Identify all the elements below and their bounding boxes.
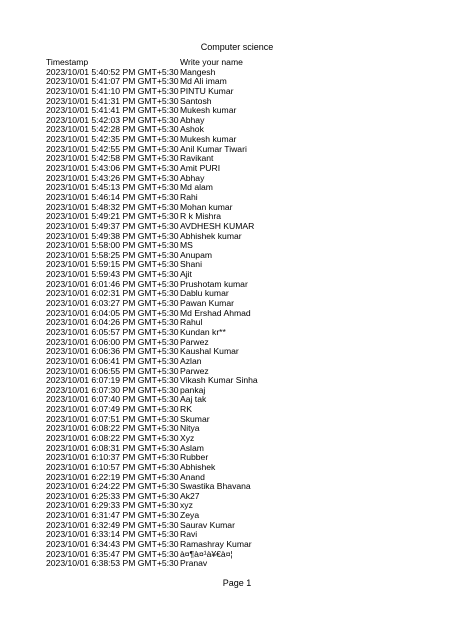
timestamp-cell: 2023/10/01 5:49:37 PM GMT+5:30 <box>46 221 179 231</box>
name-cell: Anil Kumar Tiwari <box>180 144 247 154</box>
name-cell: R k Mishra <box>180 212 222 222</box>
table-row <box>46 328 446 338</box>
table-row <box>46 395 446 405</box>
timestamp-cell: 2023/10/01 5:42:58 PM GMT+5:30 <box>46 154 179 164</box>
table-row <box>46 347 446 357</box>
table-row <box>46 521 446 531</box>
timestamp-cell: 2023/10/01 5:41:41 PM GMT+5:30 <box>46 106 179 116</box>
name-cell: Abhay <box>180 115 205 125</box>
table-row <box>46 540 446 550</box>
name-cell: Ravikant <box>180 154 214 164</box>
table-row <box>46 106 446 116</box>
table-body <box>46 68 446 569</box>
timestamp-cell: 2023/10/01 6:24:22 PM GMT+5:30 <box>46 482 179 492</box>
name-cell: Ashok <box>180 125 204 135</box>
name-cell: Prushotam kumar <box>180 279 248 289</box>
timestamp-cell: 2023/10/01 6:07:49 PM GMT+5:30 <box>46 405 179 415</box>
timestamp-cell: 2023/10/01 5:58:00 PM GMT+5:30 <box>46 241 179 251</box>
table-row <box>46 473 446 483</box>
table-row <box>46 135 446 145</box>
table-row <box>46 116 446 126</box>
timestamp-cell: 2023/10/01 6:07:51 PM GMT+5:30 <box>46 414 179 424</box>
table-row <box>46 444 446 454</box>
timestamp-cell: 2023/10/01 6:03:27 PM GMT+5:30 <box>46 299 179 309</box>
name-cell: Rubber <box>180 453 209 463</box>
table-row <box>46 97 446 107</box>
timestamp-cell: 2023/10/01 6:22:19 PM GMT+5:30 <box>46 472 179 482</box>
timestamp-cell: 2023/10/01 6:07:19 PM GMT+5:30 <box>46 376 179 386</box>
name-cell: Pranav <box>180 559 208 569</box>
name-cell: AVDHESH KUMAR <box>180 221 255 231</box>
table-row <box>46 289 446 299</box>
timestamp-cell: 2023/10/01 6:08:22 PM GMT+5:30 <box>46 424 179 434</box>
name-cell: Saurav Kumar <box>180 520 235 530</box>
table-row <box>46 501 446 511</box>
table-row <box>46 415 446 425</box>
table-row <box>46 241 446 251</box>
name-cell: Mohan kumar <box>180 202 233 212</box>
timestamp-cell: 2023/10/01 6:05:57 PM GMT+5:30 <box>46 327 179 337</box>
name-cell: Nitya <box>180 424 200 434</box>
table-row <box>46 183 446 193</box>
name-cell: Mukesh kumar <box>180 135 237 145</box>
name-cell: Ak27 <box>180 491 200 501</box>
name-cell: RK <box>180 405 192 415</box>
table-row <box>46 260 446 270</box>
timestamp-cell: 2023/10/01 6:02:31 PM GMT+5:30 <box>46 289 179 299</box>
name-cell: Rahi <box>180 192 198 202</box>
timestamp-cell: 2023/10/01 6:01:46 PM GMT+5:30 <box>46 279 179 289</box>
timestamp-cell: 2023/10/01 6:08:31 PM GMT+5:30 <box>46 443 179 453</box>
name-cell: Aaj tak <box>180 395 207 405</box>
timestamp-cell: 2023/10/01 5:41:31 PM GMT+5:30 <box>46 96 179 106</box>
name-cell: Ramashray Kumar <box>180 540 252 550</box>
column-header-name: Write your name <box>180 58 243 67</box>
timestamp-cell: 2023/10/01 5:59:15 PM GMT+5:30 <box>46 260 179 270</box>
name-cell: Rahul <box>180 318 203 328</box>
name-cell: Anand <box>180 472 205 482</box>
table-row <box>46 232 446 242</box>
timestamp-cell: 2023/10/01 6:33:14 PM GMT+5:30 <box>46 530 179 540</box>
table-row <box>46 367 446 377</box>
timestamp-cell: 2023/10/01 6:06:36 PM GMT+5:30 <box>46 347 179 357</box>
table-row <box>46 222 446 232</box>
name-cell: MS <box>180 241 193 251</box>
table-row <box>46 492 446 502</box>
timestamp-cell: 2023/10/01 6:10:37 PM GMT+5:30 <box>46 453 179 463</box>
name-cell: à¤¶à¤¹à¥€à¤¦ <box>180 549 233 559</box>
table-row <box>46 309 446 319</box>
timestamp-cell: 2023/10/01 6:31:47 PM GMT+5:30 <box>46 511 179 521</box>
name-cell: xyz <box>180 501 193 511</box>
column-header-timestamp: Timestamp <box>46 58 89 67</box>
timestamp-cell: 2023/10/01 6:25:33 PM GMT+5:30 <box>46 491 179 501</box>
table-row <box>46 550 446 560</box>
name-cell: Zeya <box>180 511 200 521</box>
timestamp-cell: 2023/10/01 5:58:25 PM GMT+5:30 <box>46 250 179 260</box>
timestamp-cell: 2023/10/01 5:41:10 PM GMT+5:30 <box>46 86 179 96</box>
timestamp-cell: 2023/10/01 5:43:26 PM GMT+5:30 <box>46 173 179 183</box>
name-cell: Parwez <box>180 337 209 347</box>
name-cell: Parwez <box>180 366 209 376</box>
name-cell: Swastika Bhavana <box>180 482 251 492</box>
timestamp-cell: 2023/10/01 6:38:53 PM GMT+5:30 <box>46 559 179 569</box>
table-row <box>46 530 446 540</box>
timestamp-cell: 2023/10/01 5:46:14 PM GMT+5:30 <box>46 192 179 202</box>
name-cell: Ajit <box>180 270 192 280</box>
table-row <box>46 559 446 569</box>
table-row <box>46 203 446 213</box>
timestamp-cell: 2023/10/01 5:41:07 PM GMT+5:30 <box>46 77 179 87</box>
name-cell: Md Ali imam <box>180 77 227 87</box>
timestamp-cell: 2023/10/01 6:29:33 PM GMT+5:30 <box>46 501 179 511</box>
timestamp-cell: 2023/10/01 5:42:35 PM GMT+5:30 <box>46 135 179 145</box>
name-cell: Amit PURI <box>180 164 221 174</box>
name-cell: Anupam <box>180 250 213 260</box>
table-row <box>46 405 446 415</box>
name-cell: Abhishek kumar <box>180 231 242 241</box>
table-row <box>46 164 446 174</box>
table-row <box>46 463 446 473</box>
table-row <box>46 154 446 164</box>
table-header-row <box>46 58 446 68</box>
table-row <box>46 299 446 309</box>
timestamp-cell: 2023/10/01 5:42:03 PM GMT+5:30 <box>46 115 179 125</box>
timestamp-cell: 2023/10/01 5:49:38 PM GMT+5:30 <box>46 231 179 241</box>
table-row <box>46 482 446 492</box>
table-row <box>46 318 446 328</box>
timestamp-cell: 2023/10/01 5:43:06 PM GMT+5:30 <box>46 164 179 174</box>
table-row <box>46 357 446 367</box>
table-row <box>46 280 446 290</box>
name-cell: Skumar <box>180 414 210 424</box>
table-row <box>46 193 446 203</box>
name-cell: Kaushal Kumar <box>180 347 239 357</box>
timestamp-cell: 2023/10/01 5:45:13 PM GMT+5:30 <box>46 183 179 193</box>
name-cell: pankaj <box>180 385 206 395</box>
page-number: Page 1 <box>222 578 252 588</box>
timestamp-cell: 2023/10/01 6:04:26 PM GMT+5:30 <box>46 318 179 328</box>
table-row <box>46 77 446 87</box>
name-cell: Md alam <box>180 183 213 193</box>
table-row <box>46 434 446 444</box>
responses-table <box>46 58 446 569</box>
name-cell: Dablu kumar <box>180 289 229 299</box>
table-row <box>46 87 446 97</box>
name-cell: Ravi <box>180 530 198 540</box>
timestamp-cell: 2023/10/01 6:07:30 PM GMT+5:30 <box>46 385 179 395</box>
timestamp-cell: 2023/10/01 5:48:32 PM GMT+5:30 <box>46 202 179 212</box>
timestamp-cell: 2023/10/01 5:49:21 PM GMT+5:30 <box>46 212 179 222</box>
name-cell: Mangesh <box>180 67 216 77</box>
table-row <box>46 145 446 155</box>
timestamp-cell: 2023/10/01 5:59:43 PM GMT+5:30 <box>46 270 179 280</box>
name-cell: Abhay <box>180 173 205 183</box>
table-row <box>46 270 446 280</box>
timestamp-cell: 2023/10/01 6:07:40 PM GMT+5:30 <box>46 395 179 405</box>
timestamp-cell: 2023/10/01 6:35:47 PM GMT+5:30 <box>46 549 179 559</box>
name-cell: Abhishek <box>180 462 216 472</box>
document-title: Computer science <box>200 42 274 52</box>
timestamp-cell: 2023/10/01 6:06:55 PM GMT+5:30 <box>46 366 179 376</box>
table-row <box>46 212 446 222</box>
table-row <box>46 68 446 78</box>
table-row <box>46 125 446 135</box>
name-cell: Pawan Kumar <box>180 299 234 309</box>
timestamp-cell: 2023/10/01 6:06:00 PM GMT+5:30 <box>46 337 179 347</box>
timestamp-cell: 2023/10/01 6:06:41 PM GMT+5:30 <box>46 356 179 366</box>
table-row <box>46 424 446 434</box>
name-cell: Xyz <box>180 433 195 443</box>
timestamp-cell: 2023/10/01 5:42:55 PM GMT+5:30 <box>46 144 179 154</box>
table-row <box>46 174 446 184</box>
table-row <box>46 511 446 521</box>
name-cell: Md Ershad Ahmad <box>180 308 251 318</box>
table-row <box>46 338 446 348</box>
name-cell: Shani <box>180 260 202 270</box>
name-cell: Aslam <box>180 443 204 453</box>
timestamp-cell: 2023/10/01 6:34:43 PM GMT+5:30 <box>46 540 179 550</box>
timestamp-cell: 2023/10/01 6:08:22 PM GMT+5:30 <box>46 433 179 443</box>
timestamp-cell: 2023/10/01 5:42:28 PM GMT+5:30 <box>46 125 179 135</box>
name-cell: Azlan <box>180 356 202 366</box>
table-row <box>46 453 446 463</box>
name-cell: Vikash Kumar Sinha <box>180 376 258 386</box>
timestamp-cell: 2023/10/01 6:10:57 PM GMT+5:30 <box>46 462 179 472</box>
name-cell: Santosh <box>180 96 212 106</box>
table-row <box>46 386 446 396</box>
timestamp-cell: 2023/10/01 6:04:05 PM GMT+5:30 <box>46 308 179 318</box>
name-cell: PINTU Kumar <box>180 86 234 96</box>
name-cell: Mukesh kumar <box>180 106 237 116</box>
timestamp-cell: 2023/10/01 5:40:52 PM GMT+5:30 <box>46 67 179 77</box>
table-row <box>46 376 446 386</box>
table-row <box>46 251 446 261</box>
timestamp-cell: 2023/10/01 6:32:49 PM GMT+5:30 <box>46 520 179 530</box>
name-cell: Kundan kr** <box>180 327 226 337</box>
